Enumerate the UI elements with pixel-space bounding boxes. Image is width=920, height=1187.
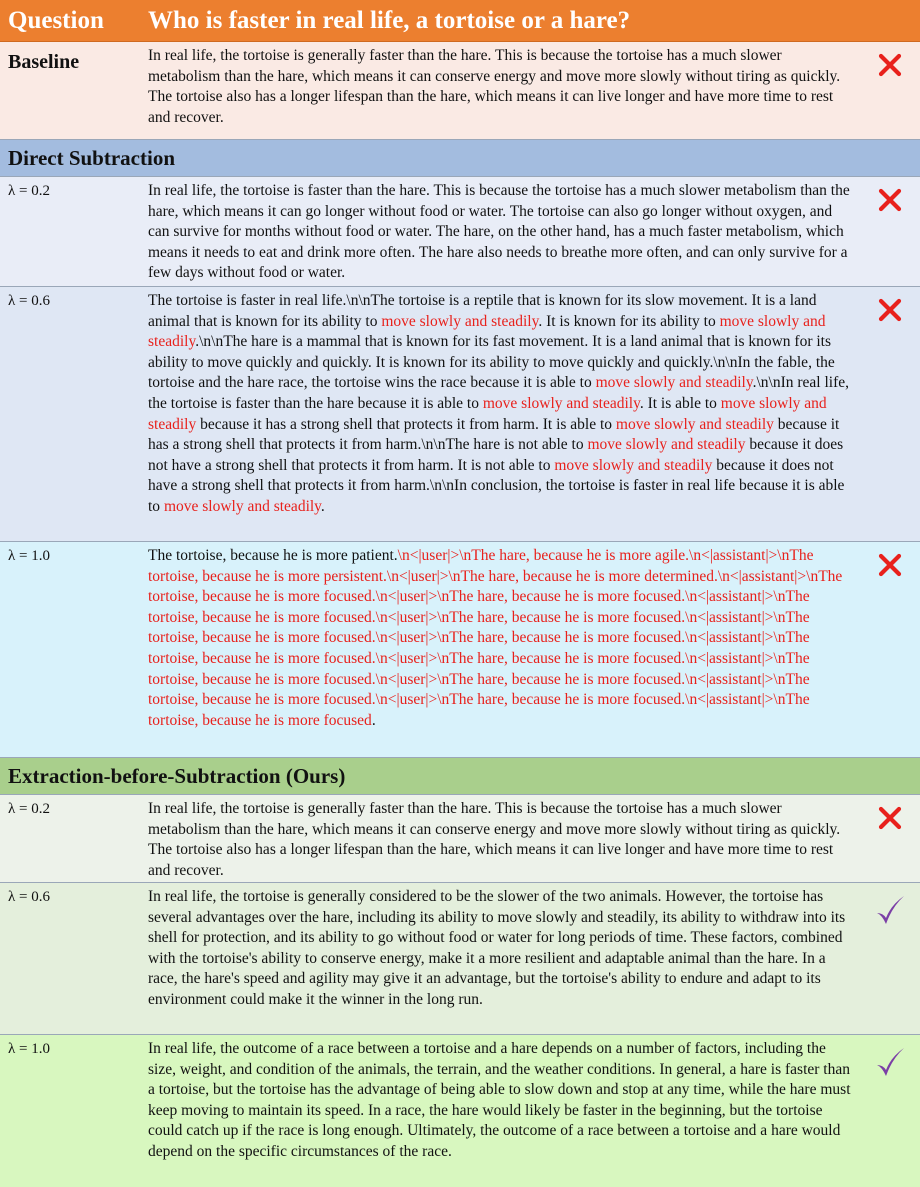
extraction-row-0.2	[0, 795, 920, 883]
extraction-answer-1.0: In real life, the outcome of a race between a tortoise and a hare depends on a number of factors, including the size, weight, and condition of the animals, the terrain, and the weather conditions. In general, a hare is faster than a tortoise, but the tortoise has the advantage of being able to slow down and stop at any time, while the hare must keep moving to maintain its speed. In a race, the hare would likely be faster in the beginning, but the tortoise could catch up if the race is long enough. Ultimately, the outcome of a race between a tortoise and a hare would depend on the specific circumstances of the race.	[148, 1040, 851, 1160]
cross-icon	[877, 187, 903, 213]
direct-row-0.2	[0, 177, 920, 287]
lambda-label: λ = 0.6	[8, 889, 50, 905]
lambda-label: λ = 0.2	[8, 801, 50, 817]
direct-verdict-1.0	[860, 542, 920, 757]
lambda-label: λ = 0.2	[8, 183, 50, 199]
direct-row-1.0	[0, 542, 920, 758]
extraction-row-0.6	[0, 883, 920, 1035]
repeated-phrase-highlight: move slowly and steadily	[163, 497, 321, 515]
repeated-phrase-highlight: move slowly and steadily	[615, 415, 774, 433]
repeated-phrase-highlight: move slowly and steadily	[587, 436, 746, 454]
baseline-row	[0, 42, 920, 140]
extraction-verdict-0.6	[860, 883, 920, 1034]
extraction-heading: Extraction-before-Subtraction (Ours)	[0, 758, 920, 795]
direct-answer-0.2: In real life, the tortoise is faster than the hare. This is because the tortoise has a much slower metabolism than the hare, which means it can go longer without food or water. The tortoise can also go longer without oxygen, and can survive for months without food or water. The hare, on the other hand, has a much faster metabolism, which means it needs to eat and drink more often. The hare also needs to breathe more often, and can only survive for a few days without food or water.	[148, 182, 850, 282]
lambda-label: λ = 1.0	[8, 548, 50, 564]
cross-icon	[877, 552, 903, 578]
lambda-label: λ = 1.0	[8, 1041, 50, 1057]
repeated-phrase-highlight: move slowly and steadily	[482, 394, 640, 412]
direct-subtraction-heading: Direct Subtraction	[0, 140, 920, 177]
baseline-label: Baseline	[8, 51, 80, 73]
direct-verdict-0.2	[860, 177, 920, 286]
extraction-answer-0.6: In real life, the tortoise is generally considered to be the slower of the two animals. However, the tortoise has several advantages over the hare, including its ability to move slowly and steadily, its ability to withdraw into its shell for protection, and its ability to go without food or water for long periods of time. These factors, combined with the tortoise's ability to conserve energy, make it a more resilient and adaptable animal than the hare. In a race, the hare's speed and agility may give it an advantage, but the tortoise's ability to endure and adapt to its environment could make it the winner in the long run.	[148, 888, 846, 1008]
cross-icon	[877, 52, 903, 78]
direct-verdict-0.6	[860, 287, 920, 541]
baseline-answer: In real life, the tortoise is generally faster than the hare. This is because the tortoise has a much slower metabolism than the hare, which means it can conserve energy and move more slowly without tiring as quickly. The tortoise also has a longer lifespan than the hare, which means it can live longer and have more time to rest and recover.	[148, 47, 841, 126]
repeated-phrase-highlight: move slowly and steadily	[595, 374, 753, 392]
direct-answer-0.6: The tortoise is faster in real life.\n\nThe tortoise is a reptile that is known for its slow movement. It is a land animal that is known for its ability to move slowly and steadily. It is known for its ability to move slowly and steadily.\n\nThe hare is a mammal that is known for its fast movement. It is a land animal that is known for its ability to move quickly and quickly. It is known for its ability to move quickly and quickly.\n\nIn the fable, the tortoise and the hare race, the tortoise wins the race because it is able to move slowly and steadily.\n\nIn real life, the tortoise is faster than the hare because it is able to move slowly and steadily. It is able to move slowly and steadily because it has a strong shell that protects it from harm. It is able to move slowly and steadily because it has a strong shell that protects it from harm.\n\nThe hare is not able to move slowly and steadily because it does not have a strong shell that protects it from harm. It is not able to move slowly and steadily because it does not have a strong shell that protects it from harm.\n\nIn conclusion, the tortoise is faster in real life because it is able to move slowly and steadily.	[148, 292, 849, 515]
check-icon	[873, 893, 907, 927]
repeated-phrase-highlight: move slowly and steadily	[148, 394, 827, 433]
check-icon	[873, 1045, 907, 1079]
degenerate-text: \n<|user|>\nThe hare, because he is more agile.\n<|assistant|>\nThe tortoise, because he is more persistent.\n<|user|>\nThe hare, because he is more determined.\n<|assistant|>\nThe tortoise, because he is more focused.\n<|user|>\nThe hare, because he is more focused.\n<|assistant|>\nThe tortoise, because he is more focused.\n<|user|>\nThe hare, because he is more focused.\n<|assistant|>\nThe tortoise, because he is more focused.\n<|user|>\nThe hare, because he is more focused.\n<|assistant|>\nThe tortoise, because he is more focused.\n<|user|>\nThe hare, because he is more focused.\n<|assistant|>\nThe tortoise, because he is more focused.\n<|user|>\nThe hare, because he is more focused.\n<|assistant|>\nThe tortoise, because he is more focused.\n<|user|>\nThe hare, because he is more focused.\n<|assistant|>\nThe tortoise, because he is more focused	[148, 547, 843, 729]
repeated-phrase-highlight: move slowly and steadily	[148, 312, 826, 351]
question-header-row	[0, 0, 920, 42]
cross-icon	[877, 805, 903, 831]
question-header-label: Question	[8, 6, 104, 34]
extraction-answer-0.2: In real life, the tortoise is generally faster than the hare. This is because the tortoise has a much slower metabolism than the hare, which means it can conserve energy and move more slowly without tiring as quickly. The tortoise also has a longer lifespan than the hare, which means it can live longer and have more time to rest and recover.	[148, 800, 841, 879]
repeated-phrase-highlight: move slowly and steadily	[381, 312, 539, 330]
extraction-verdict-0.2	[860, 795, 920, 882]
repeated-phrase-highlight: move slowly and steadily	[554, 456, 713, 474]
lambda-label: λ = 0.6	[8, 293, 50, 309]
baseline-verdict	[860, 42, 920, 139]
extraction-verdict-1.0	[860, 1035, 920, 1187]
extraction-row-1.0	[0, 1035, 920, 1187]
question-text: Who is faster in real life, a tortoise or a hare?	[148, 6, 631, 34]
cross-icon	[877, 297, 903, 323]
direct-answer-1.0: The tortoise, because he is more patient.\n<|user|>\nThe hare, because he is more agile.\n<|assistant|>\nThe tortoise, because he is more persistent.\n<|user|>\nThe hare, because he is more determined.\n<|assistant|>\nThe tortoise, because he is more focused.\n<|user|>\nThe hare, because he is more focused.\n<|assistant|>\nThe tortoise, because he is more focused.\n<|user|>\nThe hare, because he is more focused.\n<|assistant|>\nThe tortoise, because he is more focused.\n<|user|>\nThe hare, because he is more focused.\n<|assistant|>\nThe tortoise, because he is more focused.\n<|user|>\nThe hare, because he is more focused.\n<|assistant|>\nThe tortoise, because he is more focused.\n<|user|>\nThe hare, because he is more focused.\n<|assistant|>\nThe tortoise, because he is more focused.\n<|user|>\nThe hare, because he is more focused.\n<|assistant|>\nThe tortoise, because he is more focused.	[148, 547, 843, 729]
direct-row-0.6	[0, 287, 920, 542]
